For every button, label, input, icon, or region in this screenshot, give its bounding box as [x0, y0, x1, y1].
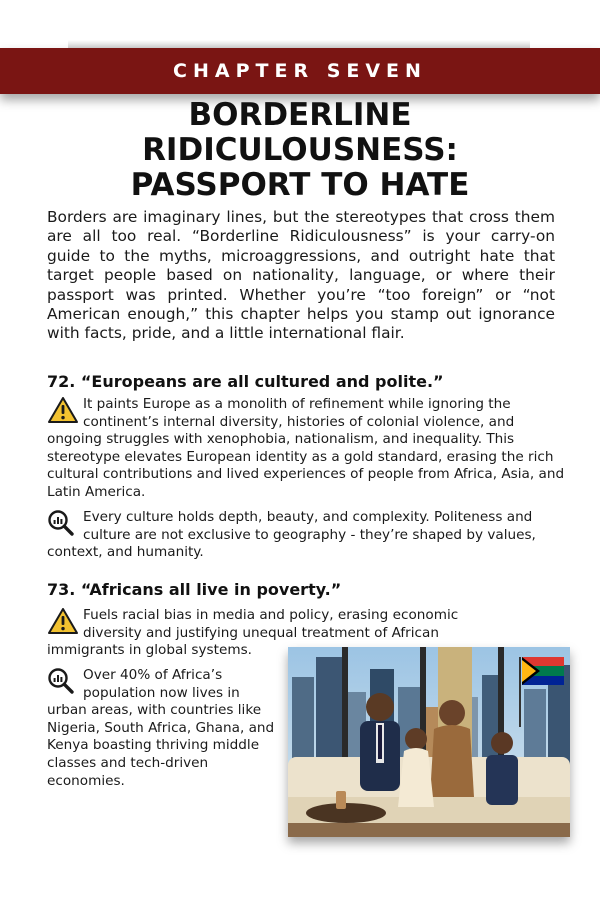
insight-text-73: Over 40% of Africa’s population now lives in urban areas, with countries like Nigeria, South Africa, Ghana, and Kenya boasting thriving middle classes and tech-driven economies.	[47, 667, 275, 789]
title-line-2: RIDICULOUSNESS:	[142, 132, 458, 168]
insight-paragraph-73	[47, 667, 275, 790]
intro-paragraph: Borders are imaginary lines, but the stereotypes that cross them are all too real. “Borderline Ridiculousness” is your carry-on guide to the myths, microaggressions, and outright hate that target people based on nationality, language, or where their passport was printed. Whether you’re “too foreign” or “not American enough,” this chapter helps you stamp out ignorance with facts, pride, and a little international flair.	[47, 208, 555, 343]
warning-text-73: Fuels racial bias in media and policy, erasing economic diversity and justifying unequal treatment of African immigrants in global systems.	[47, 607, 459, 659]
banner-shadow	[68, 40, 530, 48]
title-line-1: BORDERLINE	[188, 97, 412, 133]
warning-icon	[47, 607, 79, 637]
chapter-banner	[0, 48, 600, 94]
insight-paragraph-72	[47, 509, 567, 562]
section-heading-72: 72. “Europeans are all cultured and polite.”	[47, 372, 444, 391]
warning-icon	[47, 396, 79, 426]
section-heading-73: 73. “Africans all live in poverty.”	[47, 580, 342, 599]
warning-paragraph-72	[47, 396, 567, 502]
magnifier-chart-icon	[47, 667, 79, 697]
page-title	[0, 98, 600, 203]
warning-text-72: It paints Europe as a monolith of refinement while ignoring the continent’s internal diversity, histories of colonial violence, and ongoing struggles with xenophobia, nationalism, and inequality. This stereotype elevates European identity as a gold standard, erasing the rich cultural contributions and lived experiences of people from Africa, Asia, and Latin America.	[47, 396, 565, 500]
insight-text-72: Every culture holds depth, beauty, and complexity. Politeness and culture are not exclusive to geography - they’re shaped by values, context, and humanity.	[47, 509, 536, 561]
title-line-3: PASSPORT TO HATE	[130, 167, 470, 203]
family-illustration	[288, 647, 570, 837]
chapter-label: CHAPTER SEVEN	[173, 60, 427, 82]
magnifier-chart-icon	[47, 509, 79, 539]
